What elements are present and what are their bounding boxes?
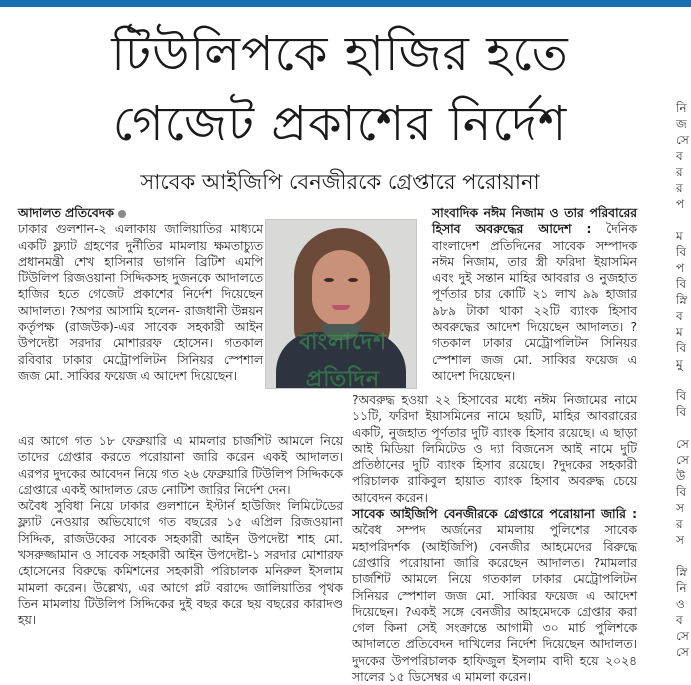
edge-fragment [676, 548, 691, 564]
edge-fragment: ম [676, 325, 683, 339]
edge-fragment: বি [676, 405, 687, 419]
edge-fragment: বি [676, 485, 687, 499]
edge-fragment: জ [676, 117, 687, 131]
edge-fragment: নি [676, 101, 687, 115]
edge-fragment: সে [676, 629, 689, 643]
edge-fragment: বি [676, 245, 687, 259]
edge-fragment: ও [676, 597, 685, 611]
edge-fragment: সে [676, 645, 689, 659]
photo-watermark: বাংলাদেশ প্রতিদিন [298, 330, 388, 392]
edge-fragment [676, 212, 691, 228]
edge-fragment: বি [676, 341, 687, 355]
section-heading-accounts-frozen: সাংবাদিক নঈম নিজাম ও তার পরিবারের হিসাব অবরুদ্ধের আদেশ : [432, 206, 637, 237]
edge-fragment: র [676, 517, 683, 531]
article-left-column-wide [18, 433, 343, 629]
edge-fragment: স্নি [676, 293, 688, 307]
edge-fragment: উ [676, 469, 686, 483]
article-left-column [18, 205, 263, 384]
adjacent-article-edge [676, 100, 691, 660]
edge-fragment: ব [676, 613, 683, 627]
article-right-column-wide [352, 392, 637, 685]
edge-fragment: ব [676, 309, 683, 323]
byline: আদালত প্রতিবেদক [18, 206, 114, 220]
edge-fragment: বি [676, 389, 687, 403]
edge-fragment: ম [676, 229, 683, 243]
section-text-benazir-warrant: অবৈধ সম্পদ অর্জনের মামলায় পুলিশের সাবেক মহাপরিদর্শক (আইজিপি) বেনজীর আহমেদের বিরুদ্ধে গ্রেপ্তারি পরোয়ানা জারি করেছেন আদালত। ?মামলার চার্জশিট আমলে নিয়ে গতকাল ঢাকার মেট্রোপলিটন সিনিয়র স্পেশাল জজ মো. সাব্বির ফয়েজ এ আদেশ দিয়েছেন। ?একই সঙ্গে বেনজীর আহমেদকে গ্রেপ্তার করা গেল কিনা সেই সংক্রান্তে আগামী ৩০ মার্চ পুলিশকে আদালতে প্রতিবেদন দাখিলের নির্দেশ দিয়েছেন আদালত। দুদকের উপপরিচালক হাফিজুল ইসলাম বাদী হয়ে ২০২৪ সালের ১৫ ডিসেম্বর এ মামলা করেন। [352, 523, 637, 685]
headline-line-2: গেজেট প্রকাশের নির্দেশ [112, 96, 568, 152]
top-accent-bar [0, 0, 691, 7]
edge-fragment: সে [676, 437, 689, 451]
subheadline: সাবেক আইজিপি বেনজীরকে গ্রেপ্তারে পরোয়ানা [140, 170, 540, 194]
edge-fragment: ব [676, 149, 683, 163]
edge-fragment: স্নি [676, 565, 688, 579]
edge-fragment: র [676, 181, 683, 195]
left-paragraph-1: ঢাকার গুলশান-২ এলাকায় জালিয়াতির মাধ্যমে একটি ফ্ল্যাট গ্রহণের দুর্নীতির মামলায় ক্ষমতাচ্যুত প্রধানমন্ত্রী শেখ হাসিনার ভাগনি ব্রিটিশ এমপি টিউলিপ রিজওয়ানা সিদ্দিকসহ দুজনকে আদালতে হাজির হতে গেজেট প্রকাশের নির্দেশ দিয়েছেন আদালত। ?অপর আসামি হলেন- রাজধানী উন্নয়ন কর্তৃপক্ষ (রাজউক)-এর সাবেক সহকারী আইন উপদেষ্টা সরদার মোশাররফ হোসেন। গতকাল রবিবার ঢাকার মেট্রোপলিটন সিনিয়র স্পেশাল জজ মো. সাব্বির ফয়েজ এ আদেশ দিয়েছেন। [18, 222, 263, 383]
headline-line-1: টিউলিপকে হাজির হতে [111, 26, 569, 82]
edge-fragment: সে [676, 133, 689, 147]
left-paragraph-2: এর আগে গত ১৮ ফেব্রুয়ারি এ মামলার চার্জশিট আমলে নিয়ে তাদের গ্রেপ্তার করতে পরোয়ানা জারি করেন একই আদালত। এরপর দুদকের আবেদন নিয়ে গত ২৬ ফেব্রুয়ারি টিউলিপ সিদ্দিককে গ্রেপ্তারে একই আদালত রেড নোটিশ জারির নির্দেশ দেন। [18, 434, 343, 497]
article-right-column [432, 205, 637, 384]
section-text-accounts-frozen: দৈনিক বাংলাদেশ প্রতিদিনের সাবেক সম্পাদক নঈম নিজাম, তার স্ত্রী ফরিদা ইয়াসমিন এবং দুই সন্তান মাহির আবরার ও নুজহাত পূর্ণতার চার কোটি ২১ লাখ ৯৯ হাজার ৯৮৯ টাকা থাকা ২২টি ব্যাংক হিসাব অবরুদ্ধের আদেশ দিয়েছেন আদালত। ?গতকাল ঢাকার মেট্রোপলিটন সিনিয়র স্পেশাল জজ মো. সাব্বির ফয়েজ এ আদেশ দিয়েছেন। [432, 222, 637, 383]
edge-fragment: মু [676, 357, 683, 371]
section-text-accounts-detail: ?অবরুদ্ধ হওয়া ২২ হিসাবের মধ্যে নঈম নিজামের নামে ১১টি, ফরিদা ইয়াসমিনের নামে ছয়টি, মাহির আবরারের একটি, নুজহাত পূর্ণতার দুটি ব্যাংক হিসাব রয়েছে। এ ছাড়া আই মিডিয়া লিমিটেড ও দ্যা বিজনেস আই নামে দুটি প্রতিষ্ঠানের দুটি ব্যাংক হিসাব রয়েছে। ?দুদকের সহকারী পরিচালক রাকিবুল হায়াত ব্যাংক হিসাব অবরুদ্ধ চেয়ে আবেদন করেন। [352, 393, 637, 505]
edge-fragment: স [676, 501, 684, 515]
edge-fragment: নি [676, 581, 687, 595]
edge-fragment: প [676, 197, 685, 211]
edge-fragment: র [676, 165, 683, 179]
left-paragraph-3: অবৈধ সুবিধা নিয়ে ঢাকার গুলশানে ইস্টার্ন হাউজিং লিমিটেডের ফ্ল্যাট নেওয়ার অভিযোগে গত বছরের ১৫ এপ্রিল রিজওয়ানা সিদ্দিক, রাজউকের সাবেক সহকারী আইন উপদেষ্টা শাহ মো. খসরুজ্জামান ও সাবেক সহকারী আইন উপদেষ্টা-১ সরদার মোশারফ হোসেনের বিরুদ্ধে কমিশনের সহকারী পরিচালক মনিরুল ইসলাম মামলা করেন। উল্লেখ্য, এর আগে প্লট বরাদ্দে জালিয়াতির পৃথক তিন মামলায় টিউলিপ সিদ্দিকের দুই বছর করে ছয় বছরের কারাদণ্ড হয়। [18, 499, 343, 628]
edge-fragment: প [676, 261, 685, 275]
edge-fragment: স [676, 533, 684, 547]
byline-dot-icon [118, 210, 126, 218]
section-heading-benazir-warrant: সাবেক আইজিপি বেনজীরকে গ্রেপ্তারে পরোয়ানা জারি : [352, 507, 637, 522]
edge-fragment: সে [676, 453, 689, 467]
edge-fragment [676, 420, 691, 436]
edge-fragment: বি [676, 277, 687, 291]
edge-fragment [676, 372, 691, 388]
